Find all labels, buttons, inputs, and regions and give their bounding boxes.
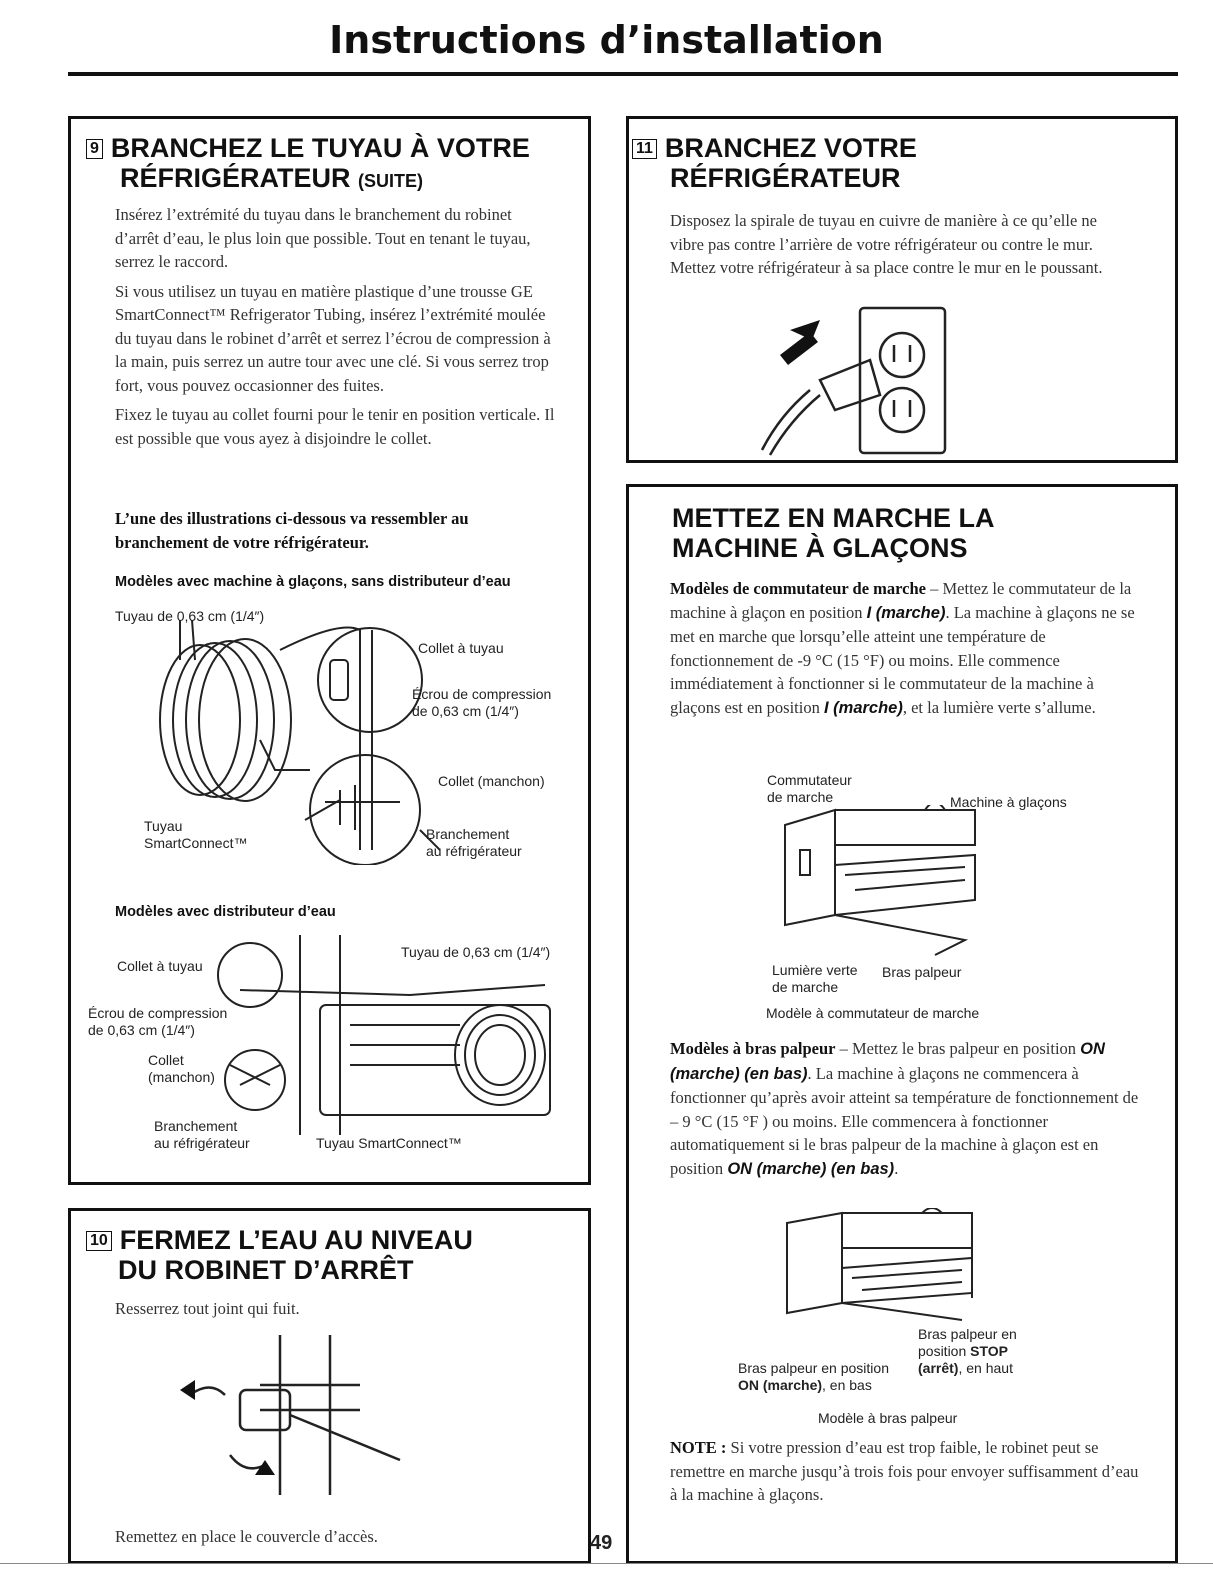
fig2-heading: Modèles avec distributeur d’eau — [115, 904, 336, 920]
fig1-smart-label-2: SmartConnect™ — [144, 835, 248, 851]
step10-valve-illustration — [170, 1335, 410, 1495]
fig1-collet-tuyau-label: Collet à tuyau — [418, 640, 504, 656]
fig2-branch-label-2: au réfrigérateur — [154, 1135, 250, 1151]
im-fig1-machine-label: Machine à glaçons — [950, 794, 1067, 810]
page-title: Instructions d’installation — [329, 18, 884, 62]
icemaker-p2-b: . La machine à glaçons ne commencera à fonctionner qu’après avoir atteint sa température de fonctionnement de – 9 °C (15 °F ) ou moins. Elle commencera à fonctionner automatiquement si le bras palpeur de la machine à glaçon est en position — [670, 1063, 1139, 1178]
step9-p3: Fixez le tuyau au collet fourni pour le tenir en position verticale. Il est possible que vous ayez à disjoindre le collet. — [115, 405, 555, 448]
icemaker-title-line1: METTEZ EN MARCHE LA — [672, 503, 995, 533]
fig2-ecrou-label-2: de 0,63 cm (1/4″) — [88, 1022, 195, 1038]
im-fig2-stop-label-2b: STOP — [970, 1343, 1009, 1359]
im-fig2-caption: Modèle à bras palpeur — [818, 1410, 958, 1426]
im-fig2-stop-label-3b: , en haut — [958, 1360, 1013, 1376]
bottom-rule — [0, 1563, 1213, 1564]
im-fig2-stop-label-3a: (arrêt) — [918, 1360, 959, 1376]
icemaker-p2-em2: ON (marche) (en bas) — [727, 1159, 895, 1178]
fig2-collet-label-1: Collet — [148, 1052, 184, 1068]
icemaker-p1-lead: Modèles de commutateur de marche — [670, 579, 926, 598]
step11-title-line2: RÉFRIGÉRATEUR — [670, 163, 901, 193]
step9-title — [86, 133, 586, 196]
fig2-smart-label: Tuyau SmartConnect™ — [316, 1135, 462, 1151]
icemaker-p1-em2: I (marche) — [823, 698, 903, 717]
icemaker-p2-a: – Mettez le bras palpeur en position — [835, 1039, 1081, 1058]
step10-title-line2: DU ROBINET D’ARRÊT — [118, 1255, 414, 1285]
icemaker-note-text: Si votre pression d’eau est trop faible, le robinet peut se remettre en marche jusqu’à trois fois pour envoyer suffisamment d’eau à la machine à glaçons. — [670, 1438, 1139, 1504]
step9-p1: Insérez l’extrémité du tuyau dans le branchement du robinet d’arrêt d’eau, le plus loin que possible. Tout en tenant le tuyau, serrez le raccord. — [115, 205, 531, 271]
step10-title-line1: FERMEZ L’EAU AU NIVEAU — [119, 1225, 473, 1255]
icemaker-p2 — [670, 1037, 1140, 1181]
im-fig1-lum-label-1: Lumière verte — [772, 962, 858, 978]
step9-title-suffix: (SUITE) — [358, 171, 424, 191]
im-fig2-stop-label-2 — [918, 1343, 1008, 1359]
fig1-tuyau-label: Tuyau de 0,63 cm (1/4″) — [115, 608, 265, 624]
icemaker-p1-a: – Mettez le commutateur de la machine à glaçon en position — [670, 579, 1132, 622]
fig2-ecrou-label-1: Écrou de compression — [88, 1005, 228, 1021]
fig2-tuyau-label: Tuyau de 0,63 cm (1/4″) — [401, 944, 551, 960]
fig1-ecrou-label-1: Écrou de compression — [412, 686, 552, 702]
icemaker-p2-em1: ON (marche) (en bas) — [670, 1040, 1105, 1083]
im-fig2-on-label-2b: , en bas — [822, 1377, 872, 1393]
fig2-collet-label-2: (manchon) — [148, 1069, 215, 1085]
icemaker-title — [672, 503, 1152, 563]
step9-p2: Si vous utilisez un tuyau en matière plastique d’une trousse GE SmartConnect™ Refrigerator Tubing, insérez l’extrémité moulée du tuyau dans le robinet d’arrêt et serrez l’écrou de compression à la main, puis serrez un autre tour avec une clé. Si vous serrez trop fort, vous pouvez occasionner des fuites. — [115, 281, 551, 395]
im-fig1-illustration — [775, 805, 1005, 965]
step11-p1: Disposez la spirale de tuyau en cuivre de manière à ce qu’elle ne vibre pas contre l’arrière de votre réfrigérateur ou contre le mur. Mettez votre réfrigérateur à sa place contre le mur en le poussant. — [670, 211, 1103, 277]
step9-note: L’une des illustrations ci-dessous va ressembler au branchement de votre réfrigérateur. — [115, 509, 469, 552]
step10-p1: Resserrez tout joint qui fuit. — [115, 1299, 300, 1318]
step10-title — [86, 1225, 586, 1285]
fig1-smart-label-1: Tuyau — [144, 818, 183, 834]
im-fig2-illustration — [782, 1208, 992, 1338]
step9-title-line2: RÉFRIGÉRATEUR — [120, 163, 351, 193]
step9-number: 9 — [86, 139, 103, 159]
icemaker-p1-b: . La machine à glaçons ne se met en marche que lorsqu’elle atteint une température de fonctionnement de -9 °C (15 °F) ou moins. Elle commence immédiatement à fonctionner si le commutateur de la machine à glaçons est en position — [670, 602, 1135, 717]
step11-title — [632, 133, 1152, 193]
im-fig1-bras-label: Bras palpeur — [882, 964, 962, 980]
page-number: 49 — [590, 1532, 613, 1554]
fig2-illustration — [200, 935, 560, 1135]
icemaker-note — [670, 1436, 1140, 1507]
im-fig1-caption: Modèle à commutateur de marche — [766, 1005, 980, 1021]
step10-p2: Remettez en place le couvercle d’accès. — [115, 1527, 378, 1546]
title-rule — [68, 72, 1178, 76]
fig1-heading: Modèles avec machine à glaçons, sans distributeur d’eau — [115, 574, 511, 590]
im-fig2-on-label-1: Bras palpeur en position — [738, 1360, 889, 1376]
step11-outlet-illustration — [760, 300, 960, 460]
fig1-ecrou-label-2: de 0,63 cm (1/4″) — [412, 703, 519, 719]
im-fig1-lum-label-2: de marche — [772, 979, 839, 995]
im-fig2-on-label-2a: ON (marche) — [738, 1377, 823, 1393]
im-fig2-stop-label-1: Bras palpeur en — [918, 1326, 1017, 1342]
fig1-collet-manchon-label: Collet (manchon) — [438, 773, 545, 789]
im-fig1-comm-label-1: Commutateur — [767, 772, 852, 788]
im-fig2-on-label-2 — [738, 1377, 872, 1393]
icemaker-p1-em1: I (marche) — [866, 603, 946, 622]
icemaker-title-line2: MACHINE À GLAÇONS — [672, 533, 968, 563]
fig2-collet-tuyau-label: Collet à tuyau — [117, 958, 203, 974]
step11-number: 11 — [632, 139, 657, 159]
icemaker-p1-c: , et la lumière verte s’allume. — [902, 697, 1096, 717]
fig2-branch-label-1: Branchement — [154, 1118, 238, 1134]
im-fig1-comm-label-2: de marche — [767, 789, 834, 805]
step10-number: 10 — [86, 1231, 112, 1251]
icemaker-note-lead: NOTE : — [670, 1438, 727, 1457]
icemaker-p2-lead: Modèles à bras palpeur — [670, 1039, 836, 1058]
fig1-illustration — [140, 620, 440, 865]
icemaker-p1 — [670, 577, 1140, 720]
step9-title-line1: BRANCHEZ LE TUYAU À VOTRE — [110, 133, 530, 163]
im-fig2-stop-label-2a: position — [918, 1343, 971, 1359]
icemaker-p2-c: . — [894, 1158, 899, 1178]
step11-title-line1: BRANCHEZ VOTRE — [664, 133, 917, 163]
im-fig2-stop-label-3 — [918, 1360, 1013, 1376]
fig1-branch-label-2: au réfrigérateur — [426, 843, 522, 859]
fig1-branch-label-1: Branchement — [426, 826, 510, 842]
step9-body — [115, 203, 555, 456]
